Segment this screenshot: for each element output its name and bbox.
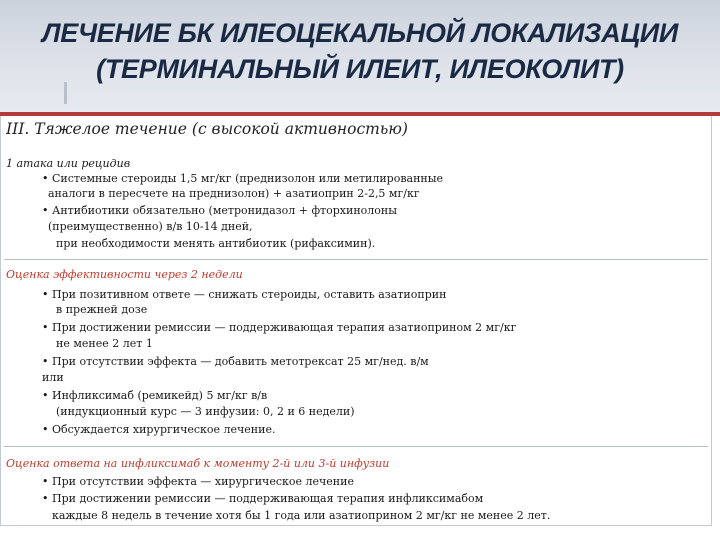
section1-line: • Антибиотики обязательно (метронидазол + фторхинолоны <box>42 204 397 217</box>
section-divider <box>4 446 708 447</box>
section1-heading: 1 атака или рецидив <box>6 157 131 170</box>
section3-line: каждые 8 недель в течение хотя бы 1 года или азатиоприном 2 мг/кг не менее 2 лет. <box>52 509 551 522</box>
severity-subtitle: III. Тяжелое течение (с высокой активностью) <box>6 120 408 138</box>
header-accent-bar <box>64 82 67 104</box>
section1-line: (преимущественно) в/в 10-14 дней, <box>48 220 253 233</box>
section2-line: в прежней дозе <box>56 303 148 316</box>
section2-line: или <box>42 371 64 384</box>
section2-line: • Обсуждается хирургическое лечение. <box>42 423 276 436</box>
panel-top-rule <box>0 112 720 116</box>
section1-line: при необходимости менять антибиотик (рифаксимин). <box>56 237 376 250</box>
section2-heading: Оценка эффективности через 2 недели <box>6 268 243 281</box>
section3-line: • При отсутствии эффекта — хирургическое лечение <box>42 475 354 488</box>
section2-line: • При отсутствии эффекта — добавить метотрексат 25 мг/нед. в/м <box>42 355 429 368</box>
section2-line: (индукционный курс — 3 инфузии: 0, 2 и 6 недели) <box>56 405 355 418</box>
section1-line: • Системные стероиды 1,5 мг/кг (преднизолон или метилированные <box>42 172 444 185</box>
section2-line: • Инфликсимаб (ремикейд) 5 мг/кг в/в <box>42 389 268 402</box>
section2-line: • При позитивном ответе — снижать стероиды, оставить азатиоприн <box>42 288 447 301</box>
section3-heading: Оценка ответа на инфликсимаб к моменту 2-й или 3-й инфузии <box>6 457 390 470</box>
section3-line: • При достижении ремиссии — поддерживающая терапия инфликсимабом <box>42 492 484 505</box>
slide-title-line-2: (ТЕРМИНАЛЬНЫЙ ИЛЕИТ, ИЛЕОКОЛИТ) <box>96 54 624 84</box>
section2-line: не менее 2 лет 1 <box>56 337 153 350</box>
slide-title-line-1: ЛЕЧЕНИЕ БК ИЛЕОЦЕКАЛЬНОЙ ЛОКАЛИЗАЦИИ <box>41 18 679 48</box>
section-divider <box>4 259 708 260</box>
section2-line: • При достижении ремиссии — поддерживающая терапия азатиоприном 2 мг/кг <box>42 321 517 334</box>
section1-line: аналоги в пересчете на преднизолон) + азатиоприн 2-2,5 мг/кг <box>48 187 420 200</box>
